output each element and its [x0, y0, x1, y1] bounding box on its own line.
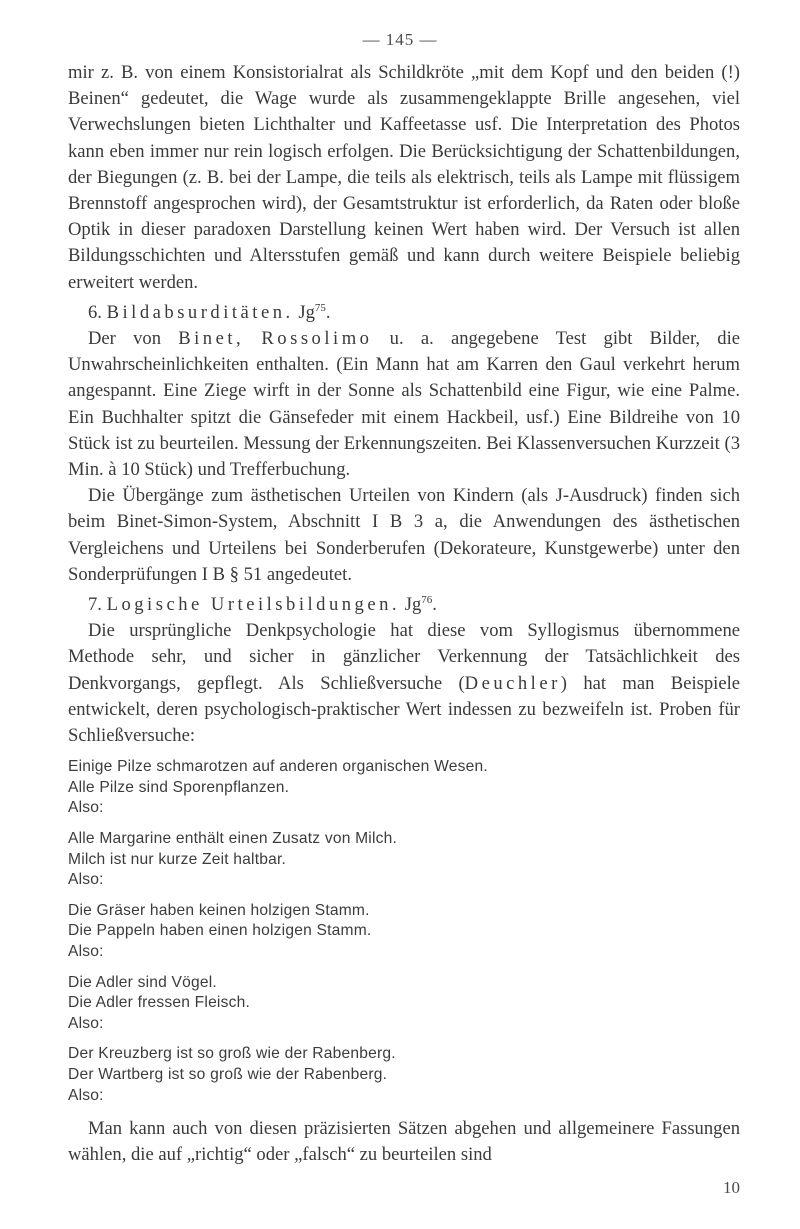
page-number: — 145 — — [362, 30, 438, 49]
premise-1: Einige Pilze schmarotzen auf anderen organischen Wesen. — [68, 758, 488, 776]
author-deuchler: Deuchler — [464, 672, 561, 694]
premise-1: Der Kreuzberg ist so groß wie der Rabenberg. — [68, 1045, 396, 1063]
premise-2: Alle Pilze sind Sporenpflanzen. — [68, 778, 290, 796]
premise-2: Der Wartberg ist so groß wie der Rabenberg. — [68, 1066, 388, 1083]
author-binet: Binet, — [178, 328, 245, 350]
text-run: u. a. angegebene Test gibt Bilder, die Unwahrscheinlichkeiten enthalten. (Ein Mann hat am Karren den Gaul verkehrt herum angespannt. Eine Ziege wirft in der Sonne als Schattenbild eine Figur, wie eine Palme. Ein Buchhalter spitzt die Gänsefeder mit einem Hackbeil, usf.) Eine Bildreihe von 10 Stück ist zu beurteilen. Messung der Erkennungszeiten. Bei Klassenversuchen Kurzzeit (3 Min. à 10 Stück) und Trefferbuchung. — [68, 328, 740, 481]
section-6-paragraph-1 — [68, 326, 740, 483]
section-6-ref: Jg — [298, 301, 315, 323]
section-6-paragraph-2: Die Übergänge zum ästhetischen Urteilen von Kindern (als J-Ausdruck) finden sich beim Binet-Simon-System, Abschnitt I B 3 a, die Anwendungen des ästhetischen Vergleichens und Urteilens bei Sonderberufen (Dekorateure, Kunstgewerbe) unter den Sonderprüfungen I B § 51 angedeutet. — [68, 485, 740, 585]
premise-1: Alle Margarine enthält einen Zusatz von Milch. — [68, 830, 398, 848]
section-7-paragraph-1 — [68, 618, 740, 749]
text-run: ) hat man Beispiele entwickelt, deren psychologisch-praktischer Wert indessen zu bezweifeln ist. Proben für Schließversuche: — [68, 672, 740, 747]
text-run: Die ursprüngliche Denkpsychologie hat diese vom Syllogismus übernommene Methode sehr, und sicher in gänzlicher Verkennung der Tatsächlichkeit des Denkvorgangs, gepflegt. Als Schließversuche ( — [68, 620, 740, 694]
syllogism-example — [68, 757, 740, 819]
conclusion-prompt: Also: — [68, 943, 104, 961]
section-6-ref-sup: 75 — [314, 301, 326, 314]
section-7-title: Logische Urteilsbildungen. — [106, 594, 401, 616]
section-7-ref-sup: 76 — [421, 593, 433, 606]
section-6-number: 6. — [88, 301, 102, 323]
section-7-heading: 7. Logische Urteilsbildungen. Jg$^{76}$. — [88, 593, 437, 616]
text-run: Der von — [88, 328, 179, 350]
syllogism-example — [68, 1044, 740, 1106]
conclusion-prompt: Also: — [68, 799, 104, 817]
author-rossolimo: Rossolimo — [261, 328, 373, 350]
conclusion-prompt: Also: — [68, 1014, 104, 1032]
premise-2: Milch ist nur kurze Zeit haltbar. — [68, 850, 287, 868]
section-6-title: Bildabsurditäten. — [106, 301, 294, 323]
syllogism-example — [68, 973, 740, 1035]
conclusion-prompt: Also: — [68, 1086, 104, 1104]
page-body — [68, 60, 740, 1169]
premise-1: Die Gräser haben keinen holzigen Stamm. — [68, 901, 370, 919]
conclusion-prompt: Also: — [68, 871, 104, 889]
paragraph-continuation: mir z. B. von einem Konsistorialrat als Schildkröte „mit dem Kopf und den beiden (!) Beinen“ gedeutet, die Wage wurde als zusammengeklappte Brille angesehen, viel Verwechslungen bieten Lichthalter und Kaffeetasse usf. Die Interpretation des Photos kann eben immer nur rein logisch erfolgen. Die Berücksichtigung der Schattenbildungen, der Biegungen (z. B. bei der Lampe, die teils als elektrisch, teils als Lampe mit flüssigem Brennstoff angesprochen wird), der Gesamtstruktur ist erforderlich, da Raten oder bloße Optik in dieser paradoxen Darstellung keinen Wert haben wird. Der Versuch ist allen Bildungsschichten und Altersstufen gemäß und kann durch weitere Beispiele beliebig erweitert werden. — [68, 62, 740, 293]
section-6-heading: 6. Bildabsurditäten. Jg$^{75}$. — [88, 301, 331, 323]
text-run — [244, 328, 261, 349]
premise-1: Die Adler sind Vögel. — [68, 973, 217, 991]
premise-2: Die Adler fressen Fleisch. — [68, 994, 250, 1012]
syllogism-example — [68, 829, 740, 891]
syllogism-examples — [68, 757, 740, 1106]
premise-2: Die Pappeln haben einen holzigen Stamm. — [68, 922, 372, 940]
syllogism-example — [68, 901, 740, 963]
signature-mark: 10 — [723, 1178, 740, 1197]
section-7-ref: Jg — [404, 594, 422, 616]
section-7-number: 7. — [88, 594, 102, 616]
closing-paragraph: Man kann auch von diesen präzisierten Sätzen abgehen und allgemeinere Fassungen wählen, die auf „richtig“ oder „falsch“ zu beurteilen sind — [68, 1118, 740, 1166]
